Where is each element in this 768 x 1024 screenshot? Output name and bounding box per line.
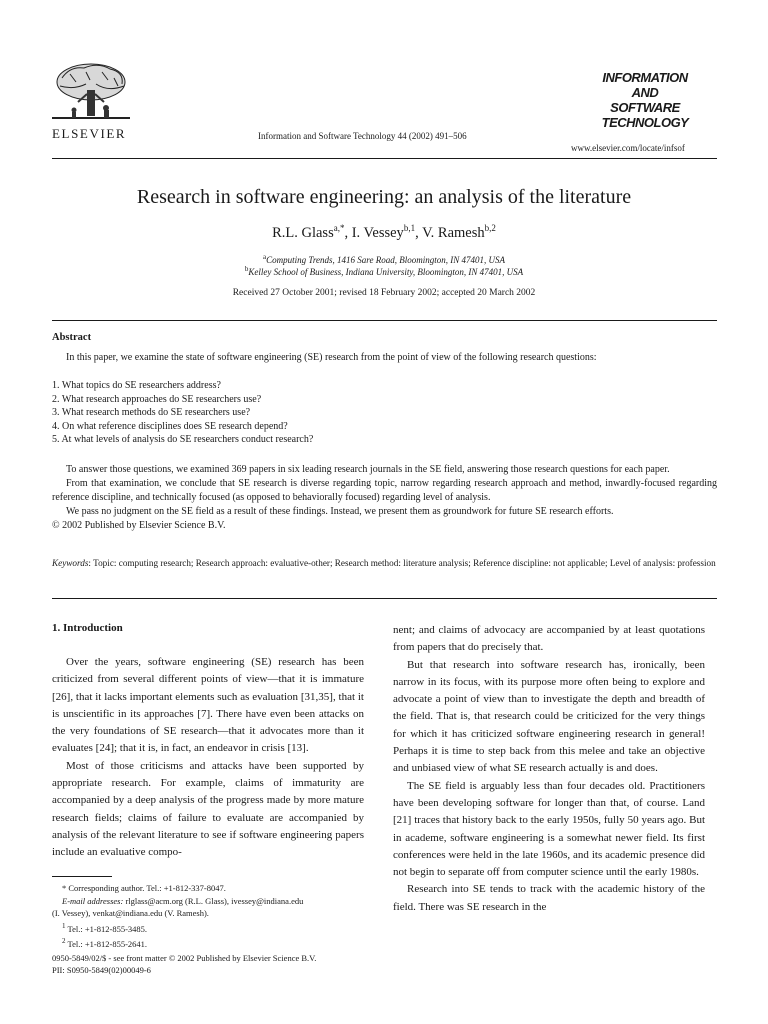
list-item: 3. What research methods do SE researchers use? bbox=[52, 407, 251, 419]
body-paragraph: Over the years, software engineering (SE) research has been criticized from several different points of view—that it is immature [26], that it lacks important elements such as evaluation [31,35], that it is unscientific in its approaches [7]. There have even been attacks on the very foundations of SE research—that it advocates more than it evaluates [24]; that it is, in fact, an endeavor in crisis [13]. bbox=[52, 656, 364, 755]
footnote-email-cont: (I. Vessey), venkat@indiana.edu (V. Ramesh). bbox=[52, 908, 209, 919]
publisher-name: ELSEVIER bbox=[52, 126, 127, 141]
footnote-email bbox=[52, 895, 367, 908]
journal-logo-line: AND bbox=[631, 85, 659, 100]
section-heading: 1. Introduction bbox=[52, 622, 123, 634]
body-paragraph: nent; and claims of advocacy are accompanied by at least quotations from papers that do precisely that. bbox=[393, 624, 705, 654]
list-item: 2. What research approaches do SE researchers use? bbox=[52, 393, 262, 405]
affiliation-text: Kelley School of Business, Indiana University, Bloomington, IN 47401, USA bbox=[248, 267, 524, 277]
elsevier-tree-logo bbox=[50, 60, 132, 124]
list-item: 4. On what reference disciplines does SE research depend? bbox=[52, 420, 288, 432]
journal-logo-line: SOFTWARE bbox=[610, 100, 680, 115]
body-paragraph: But that research into software research has, ironically, been narrow in its focus, with its purpose more often being to explore and advocate a point of view than to investigate the depth and breadth of the field. That is, that research could be criticized for the very things for which it has criticized software engineering research in general! Perhaps it is time to step back from this melee and take an objective and unbiased view of what SE research actually is and does. bbox=[393, 658, 705, 775]
footnote-2: $^2$ Tel.: +1-812-855-2641. bbox=[62, 937, 148, 950]
abstract-body bbox=[52, 463, 717, 533]
affiliation-text: Computing Trends, 1416 Sare Road, Bloomington, IN 47401, USA bbox=[266, 255, 505, 265]
journal-logo-line: INFORMATION bbox=[602, 70, 688, 85]
list-item: 5. At what levels of analysis do SE researchers conduct research? bbox=[52, 434, 314, 446]
issn-line: 0950-5849/02/$ - see front matter © 2002 Published by Elsevier Science B.V. bbox=[52, 953, 317, 963]
abstract-copyright: © 2002 Published by Elsevier Science B.V. bbox=[52, 520, 226, 531]
footnote-1: $^1$ Tel.: +1-812-855-3485. bbox=[62, 921, 148, 934]
author-marks: b,2 bbox=[484, 223, 496, 233]
pii-line: PII: S0950-5849(02)00049-6 bbox=[52, 965, 151, 976]
author-name: V. Ramesh bbox=[422, 224, 485, 241]
list-item: 1. What topics do SE researchers address? bbox=[52, 380, 221, 391]
journal-logo bbox=[596, 70, 694, 130]
abstract-paragraph: From that examination, we conclude that SE research is diverse regarding topic, narrow regarding research approach and method, inwardly-focused regarding reference discipline, and technically focused (as opposed to behaviorally focused) regarding level of analysis. bbox=[52, 478, 717, 503]
footnote-divider bbox=[52, 876, 112, 877]
journal-url[interactable]: www.elsevier.com/locate/infsof bbox=[571, 143, 685, 153]
abstract-paragraph: To answer those questions, we examined 369 papers in six leading research journals in the SE field, answering those research questions for each paper. bbox=[66, 464, 670, 475]
footnote-corresponding: * Corresponding author. Tel.: +1-812-337-8047. bbox=[62, 883, 226, 893]
footnotes bbox=[52, 882, 367, 951]
research-questions bbox=[52, 379, 717, 447]
email-label: E-mail addresses: bbox=[62, 895, 124, 906]
abstract-divider bbox=[52, 320, 717, 321]
affiliation-mark: b bbox=[244, 265, 249, 273]
left-column bbox=[52, 654, 364, 862]
keywords-text: : Topic: computing research; Research approach: evaluative-other; Research method: literature analysis; Reference discipline: not applicable; Level of analysis: profession bbox=[88, 558, 716, 568]
abstract-heading: Abstract bbox=[52, 332, 92, 343]
body-paragraph: The SE field is arguably less than four decades old. Practitioners have been developing software for longer than that, of course. Land [21] traces that history back to the early 1950s, fully 50 years ago. But in academe, software engineering is a somewhat newer field. Its first conferences were held in the late 1960s, and its academic presence did not begin to separate off from computer science until the early 1980s. bbox=[393, 779, 705, 879]
abstract-paragraph: We pass no judgment on the SE field as a result of these findings. Instead, we present them as groundwork for future SE research efforts. bbox=[66, 506, 614, 517]
abstract-intro: In this paper, we examine the state of software engineering (SE) research from the point of view of the following research questions: bbox=[66, 352, 597, 363]
header-divider bbox=[52, 158, 717, 159]
right-column bbox=[393, 622, 705, 916]
affiliation bbox=[0, 253, 768, 265]
affiliation-mark: a bbox=[263, 253, 267, 261]
keywords bbox=[52, 557, 717, 570]
keywords-divider bbox=[52, 598, 717, 599]
author-name: R.L. Glass bbox=[272, 224, 334, 241]
received-dates: Received 27 October 2001; revised 18 February 2002; accepted 20 March 2002 bbox=[232, 288, 536, 298]
paper-title: Research in software engineering: an analysis of the literature bbox=[136, 186, 632, 208]
author-marks: a,* bbox=[333, 223, 345, 233]
author-name: I. Vessey bbox=[351, 224, 404, 241]
affiliation bbox=[0, 265, 768, 277]
author-marks: b,1 bbox=[403, 223, 416, 233]
footnote-text: Tel.: +1-812-855-3485. bbox=[67, 923, 148, 934]
journal-logo-line: TECHNOLOGY bbox=[601, 115, 689, 130]
author-list: R.L. Glass$^{a,*}$, I. Vessey$^{b,1}$, V. Ramesh$^{b,2}$ bbox=[272, 223, 496, 241]
body-paragraph: Most of those criticisms and attacks have been supported by appropriate research. For example, claims of immaturity are accompanied by a deep analysis of the progress made by more mature research fields; claims of failure to evaluate are accompanied by analysis of the relevant literature to see if software engineering papers include an evaluative compo- bbox=[52, 759, 364, 859]
tree-icon bbox=[50, 60, 132, 124]
email-addresses: rlglass@acm.org (R.L. Glass), ivessey@indiana.edu bbox=[123, 895, 304, 906]
footnote-text: Tel.: +1-812-855-2641. bbox=[67, 939, 148, 950]
keywords-label: Keywords bbox=[52, 558, 89, 568]
journal-citation: Information and Software Technology 44 (2002) 491–506 bbox=[258, 131, 467, 141]
bottom-matter bbox=[52, 952, 316, 977]
body-paragraph: Research into SE tends to track with the academic history of the field. There was SE research in the bbox=[393, 883, 705, 913]
